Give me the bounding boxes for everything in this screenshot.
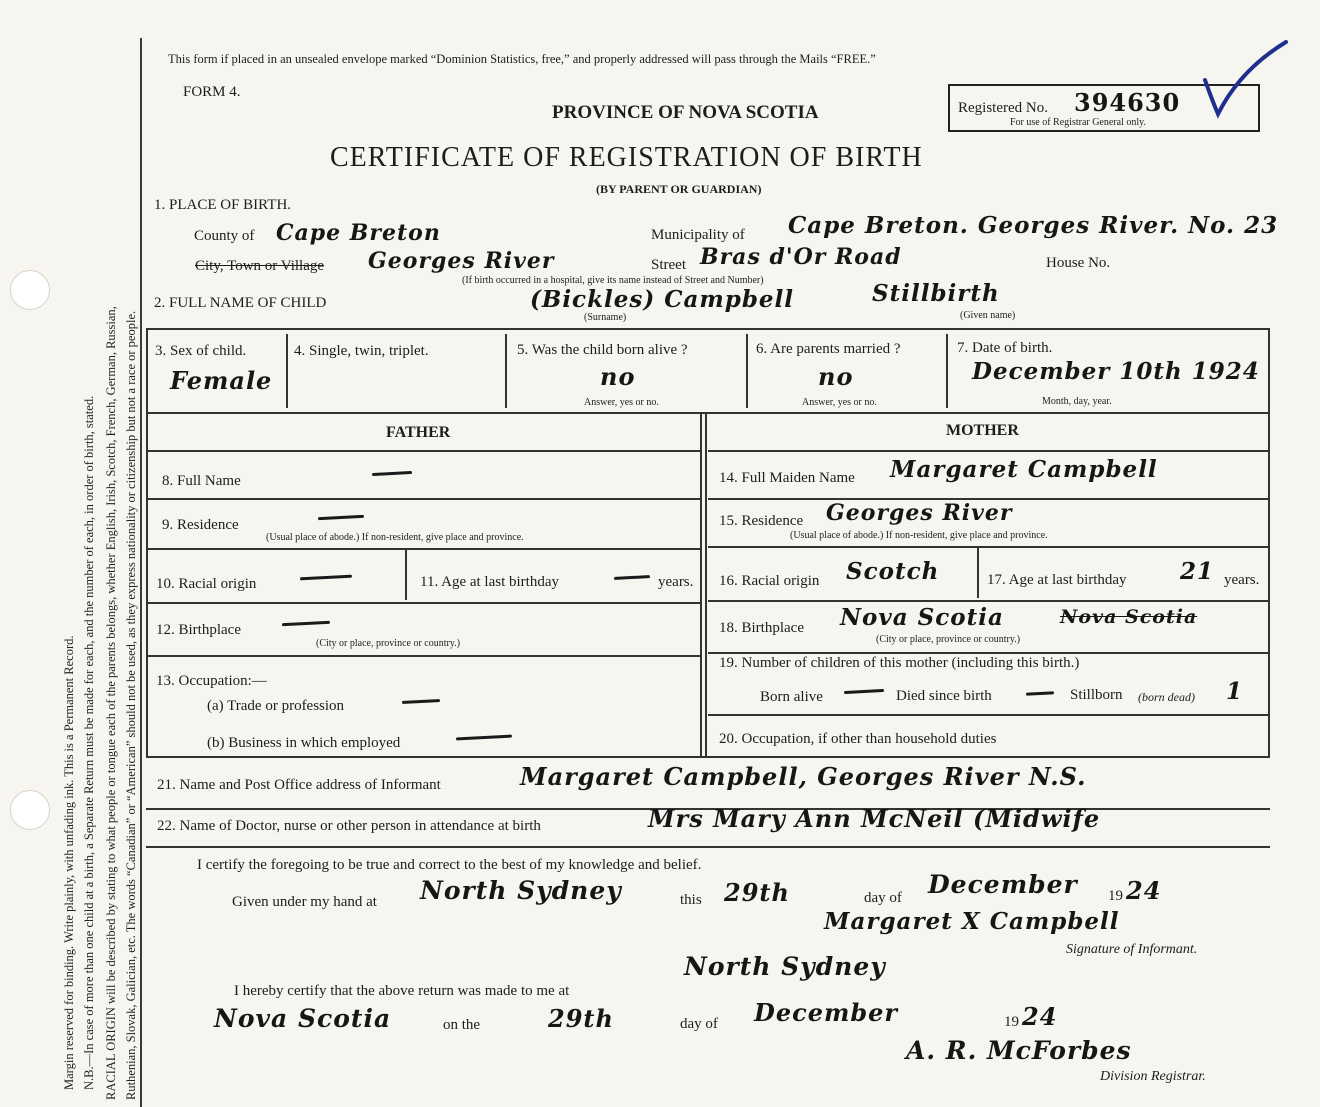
- father-occupation-label: 13. Occupation:—: [156, 673, 267, 689]
- margin-racial-note-1: RACIAL ORIGIN will be described by stating to what people or tongue each of the parents belongs, whether English, Irish, Scotch, French, German, Russian,: [104, 306, 118, 1100]
- divider: [286, 334, 288, 408]
- mother-age-value: 21: [1180, 558, 1215, 585]
- birth-date-value: December 10th 1924: [972, 358, 1260, 385]
- divider: [146, 328, 148, 758]
- divider: [708, 546, 1268, 548]
- father-trade-blank: [402, 699, 440, 704]
- given-place-value: North Sydney: [420, 876, 622, 905]
- mother-birthplace-value: Nova Scotia: [840, 604, 1004, 631]
- mother-residence-label: 15. Residence: [719, 513, 804, 529]
- given-under-hand-label: Given under my hand at: [232, 894, 377, 910]
- divider: [146, 602, 701, 604]
- divider: [146, 655, 701, 657]
- divider: [146, 450, 701, 452]
- attendant-label: 22. Name of Doctor, nurse or other person in attendance at birth: [157, 818, 541, 834]
- mother-name-value: Margaret Campbell: [890, 456, 1158, 483]
- registered-label: Registered No.: [958, 100, 1048, 116]
- county-value: Cape Breton: [276, 220, 441, 246]
- parents-married-label: 6. Are parents married ?: [756, 341, 901, 357]
- registered-number: 394630: [1074, 88, 1181, 117]
- certificate-subtitle: (BY PARENT OR GUARDIAN): [596, 182, 762, 196]
- binding-margin-line: [140, 38, 142, 1107]
- given-year-prefix: 19: [1108, 888, 1123, 904]
- registrar-day-of-label: day of: [680, 1016, 718, 1032]
- registrar-province-value: Nova Scotia: [214, 1004, 392, 1033]
- registrar-day-value: 29th: [548, 1004, 614, 1033]
- village-value: Georges River: [368, 248, 555, 274]
- father-trade-label: (a) Trade or profession: [207, 698, 345, 714]
- registrar-statement: I hereby certify that the above return was made to me at: [234, 983, 570, 999]
- margin-nb-note: N.B.—In case of more than one child at a birth, a Separate Return must be made for each, and the number of each, in order of birth, stated.: [82, 395, 96, 1090]
- hospital-note: (If birth occurred in a hospital, give its name instead of Street and Number): [462, 275, 764, 286]
- certify-statement: I certify the foregoing to be true and correct to the best of my knowledge and belief.: [197, 857, 702, 873]
- father-residence-label: 9. Residence: [162, 517, 239, 533]
- father-age-label: 11. Age at last birthday: [420, 574, 559, 590]
- margin-binding-note: Margin reserved for binding. Write plainly, with unfading ink. This is a Permanent Record.: [62, 635, 76, 1090]
- mother-birthplace-note: (City or place, province or country.): [876, 634, 1021, 645]
- born-alive-value: no: [600, 362, 636, 391]
- day-of-label: day of: [864, 890, 902, 906]
- surname-note: (Surname): [584, 312, 627, 323]
- father-name-blank: [372, 471, 412, 476]
- form-number: FORM 4.: [183, 84, 241, 100]
- divider: [146, 846, 1270, 848]
- informant-label: 21. Name and Post Office address of Informant: [157, 777, 441, 793]
- municipality-label: Municipality of: [651, 227, 745, 243]
- father-name-label: 8. Full Name: [162, 473, 241, 489]
- child-name-label: 2. FULL NAME OF CHILD: [154, 295, 327, 311]
- mother-heading: MOTHER: [946, 422, 1019, 439]
- given-name-note: (Given name): [960, 310, 1016, 321]
- divider: [146, 412, 1270, 414]
- divider: [146, 548, 701, 550]
- father-birthplace-blank: [282, 621, 330, 627]
- registrar-general-note: For use of Registrar General only.: [1010, 117, 1146, 128]
- born-alive-label: 5. Was the child born alive ?: [517, 342, 688, 358]
- divider: [746, 334, 748, 408]
- municipality-value: Cape Breton. Georges River. No. 23: [788, 212, 1279, 239]
- divider: [146, 756, 1270, 758]
- province-heading: PROVINCE OF NOVA SCOTIA: [552, 102, 819, 123]
- sex-label: 3. Sex of child.: [155, 343, 247, 359]
- informant-value: Margaret Campbell, Georges River N.S.: [520, 762, 1087, 791]
- street-value: Bras d'Or Road: [700, 244, 902, 270]
- divider: [708, 714, 1268, 716]
- informant-signature: Margaret X Campbell: [824, 908, 1120, 935]
- county-label: County of: [194, 228, 255, 244]
- place-section-label: 1. PLACE OF BIRTH.: [154, 197, 292, 213]
- mother-birthplace-struck: Nova Scotia: [1060, 606, 1198, 628]
- given-day-value: 29th: [724, 878, 790, 907]
- informant-signature-label: Signature of Informant.: [1066, 942, 1198, 957]
- father-business-label: (b) Business in which employed: [207, 735, 401, 751]
- mother-residence-value: Georges River: [826, 500, 1013, 526]
- father-residence-note: (Usual place of abode.) If non-resident, give place and province.: [266, 532, 524, 543]
- divider: [708, 450, 1268, 452]
- divider: [700, 412, 702, 758]
- child-surname-value: (Bickles) Campbell: [530, 286, 795, 313]
- born-alive-count-label: Born alive: [760, 689, 823, 705]
- father-heading: FATHER: [386, 424, 451, 441]
- divider: [1268, 328, 1270, 758]
- binding-hole: [10, 270, 50, 310]
- registrar-month-value: December: [754, 998, 899, 1027]
- divider: [146, 328, 1270, 330]
- on-the-label: on the: [443, 1017, 481, 1033]
- birth-date-note: Month, day, year.: [1042, 396, 1112, 407]
- certificate-title: CERTIFICATE OF REGISTRATION OF BIRTH: [330, 142, 923, 173]
- children-count-label: 19. Number of children of this mother (including this birth.): [719, 655, 1080, 671]
- stillborn-label: Stillborn: [1070, 687, 1123, 703]
- father-business-blank: [456, 735, 512, 741]
- given-year-value: 24: [1126, 876, 1162, 905]
- registrar-year-value: 24: [1022, 1002, 1058, 1031]
- father-age-blank: [614, 575, 650, 580]
- died-since-birth-blank: [1026, 691, 1054, 695]
- registrar-place-value: North Sydney: [684, 952, 886, 981]
- mother-name-label: 14. Full Maiden Name: [719, 470, 855, 486]
- mother-years-label: years.: [1224, 572, 1260, 588]
- mail-notice: This form if placed in an unsealed envelope marked “Dominion Statistics, free,” and properly addressed will pass through the Mails “FREE.”: [168, 52, 876, 66]
- divider: [146, 498, 701, 500]
- mother-age-label: 17. Age at last birthday: [987, 572, 1127, 588]
- divider: [977, 548, 979, 598]
- divider: [405, 550, 407, 600]
- father-racial-blank: [300, 575, 352, 581]
- margin-racial-note-2: Ruthenian, Slovak, Galician, etc. The words “Canadian” or “American” should not be used, as they express nationality or citizenship but not a race or people.: [124, 310, 138, 1100]
- father-racial-label: 10. Racial origin: [156, 576, 257, 592]
- mother-racial-value: Scotch: [846, 558, 940, 585]
- born-alive-count-blank: [844, 689, 884, 694]
- sex-value: Female: [170, 366, 273, 395]
- divider: [708, 600, 1268, 602]
- checkmark-icon: [1200, 40, 1290, 120]
- plurality-label: 4. Single, twin, triplet.: [294, 343, 429, 359]
- registrar-signature-label: Division Registrar.: [1100, 1069, 1206, 1084]
- father-residence-blank: [318, 515, 364, 520]
- registrar-year-prefix: 19: [1004, 1014, 1019, 1030]
- birth-date-label: 7. Date of birth.: [957, 340, 1053, 356]
- mother-residence-note: (Usual place of abode.) If non-resident, give place and province.: [790, 530, 1048, 541]
- divider: [708, 652, 1268, 654]
- parents-married-value: no: [818, 362, 854, 391]
- mother-racial-label: 16. Racial origin: [719, 573, 820, 589]
- died-since-birth-label: Died since birth: [896, 688, 992, 704]
- father-birthplace-note: (City or place, province or country.): [316, 638, 461, 649]
- father-birthplace-label: 12. Birthplace: [156, 622, 241, 638]
- stillborn-value: 1: [1226, 678, 1244, 705]
- binding-hole: [10, 790, 50, 830]
- father-years-label: years.: [658, 574, 694, 590]
- attendant-value: Mrs Mary Ann McNeil (Midwife: [648, 804, 1101, 833]
- village-label: City, Town or Village: [195, 258, 325, 274]
- street-label: Street: [651, 257, 686, 273]
- parents-married-note: Answer, yes or no.: [802, 397, 877, 408]
- mother-birthplace-label: 18. Birthplace: [719, 620, 804, 636]
- registrar-signature: A. R. McForbes: [906, 1036, 1132, 1065]
- child-given-value: Stillbirth: [872, 280, 1000, 307]
- divider: [705, 412, 707, 758]
- this-label: this: [680, 892, 702, 908]
- born-alive-note: Answer, yes or no.: [584, 397, 659, 408]
- divider: [505, 334, 507, 408]
- divider: [946, 334, 948, 408]
- given-month-value: December: [928, 870, 1078, 899]
- mother-occupation-label: 20. Occupation, if other than household duties: [719, 731, 997, 747]
- stillborn-note: (born dead): [1138, 690, 1195, 704]
- house-number-label: House No.: [1046, 255, 1111, 271]
